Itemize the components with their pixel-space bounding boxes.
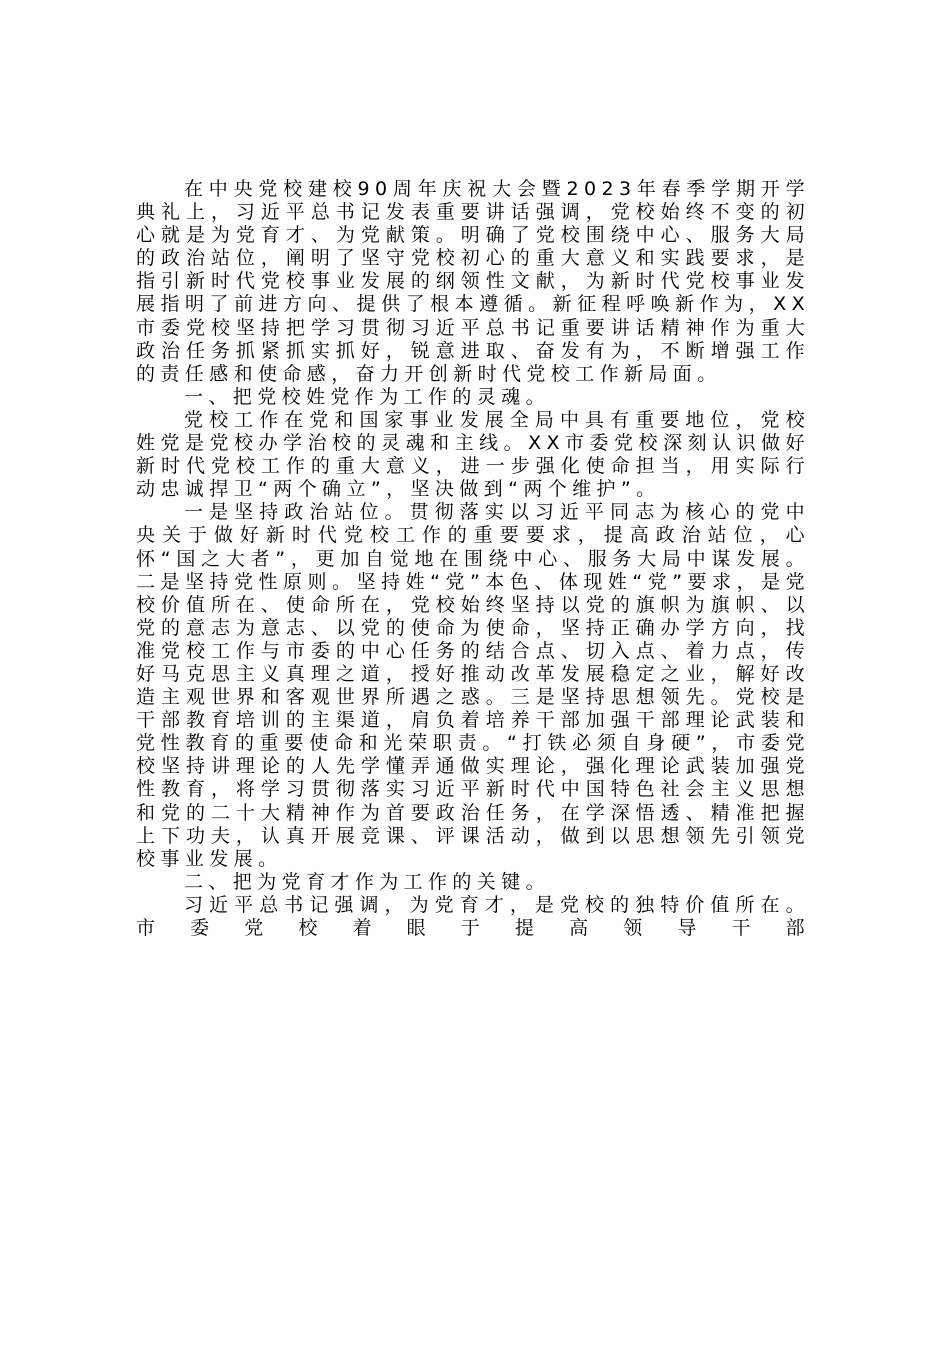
section-heading-2: 二、把为党育才作为工作的关键。 (184, 870, 551, 893)
section-2-paragraph-1: 习近平总书记强调，为党育才，是党校的独特价值所在。市委党校着眼于提高领导干部 (136, 893, 810, 939)
intro-paragraph: 在中央党校建校90周年庆祝大会暨2023年春季学期开学典礼上，习近平总书记发表重要讲话强调，党校始终不变的初心就是为党育才、为党献策。明确了党校围绕中心、服务大局的政治站位，阐明了坚守党校初心的重大意义和实践要求，是指引新时代党校事业发展的纲领性文献，为新时代党校事业发展指明了前进方向、提供了根本遵循。新征程呼唤新作为，XX市委党校坚持把学习贯彻习近平总书记重要讲话精神作为重大政治任务抓紧抓实抓好，锐意进取、奋发有为，不断增强工作的责任感和使命感，奋力开创新时代党校工作新局面。 (136, 178, 810, 385)
document-body (136, 178, 810, 940)
section-1-paragraph-1: 党校工作在党和国家事业发展全局中具有重要地位，党校姓党是党校办学治校的灵魂和主线。XX市委党校深刻认识做好新时代党校工作的重大意义，进一步强化使命担当，用实际行动忠诚捍卫“两个确立”，坚决做到“两个维护”。 (136, 408, 810, 501)
section-heading-1: 一、把党校姓党作为工作的灵魂。 (184, 385, 551, 408)
section-1-paragraph-2: 一是坚持政治站位。贯彻落实以习近平同志为核心的党中央关于做好新时代党校工作的重要要求，提高政治站位，心怀“国之大者”，更加自觉地在围绕中心、服务大局中谋发展。二是坚持党性原则。坚持姓“党”本色、体现姓“党”要求，是党校价值所在、使命所在，党校始终坚持以党的旗帜为旗帜、以党的意志为意志、以党的使命为使命，坚持正确办学方向，找准党校工作与市委的中心任务的结合点、切入点、着力点，传好马克思主义真理之道，授好推动改革发展稳定之业，解好改造主观世界和客观世界所遇之惑。三是坚持思想领先。党校是干部教育培训的主渠道，肩负着培养干部加强干部理论武装和党性教育的重要使命和光荣职责。“打铁必须自身硬”，市委党校坚持讲理论的人先学懂弄通做实理论，强化理论武装加强党性教育，将学习贯彻落实习近平新时代中国特色社会主义思想和党的二十大精神作为首要政治任务，在学深悟透、精准把握上下功夫，认真开展竞课、评课活动，做到以思想领先引领党校事业发展。 (136, 501, 810, 870)
